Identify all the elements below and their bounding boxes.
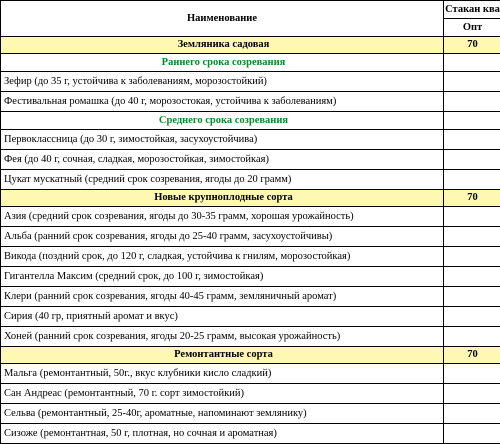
opt-price-cell — [444, 130, 500, 150]
category-title: Новые крупноплодные сорта — [1, 190, 444, 207]
table-row — [1, 404, 500, 424]
opt-price-cell — [444, 364, 500, 384]
variety-name: Первоклассница (до 30 г, зимостойкая, засухоустойчива) — [1, 130, 444, 150]
variety-name: Фестивальная ромашка (до 40 г, морозостокая, устойчива к заболеваниям) — [1, 92, 444, 112]
table-row — [1, 364, 500, 384]
opt-price-cell — [444, 384, 500, 404]
ripening-subtitle: Раннего срока созревания — [1, 54, 444, 72]
table-row — [1, 247, 500, 267]
category-title: Ремонтантные сорта — [1, 347, 444, 364]
category-row — [1, 37, 500, 54]
variety-name: Зефир (до 35 г, устойчива к заболеваниям, морозостойкий) — [1, 72, 444, 92]
subtitle-row — [1, 54, 500, 72]
column-header-group: Стакан ква — [444, 1, 500, 19]
subtitle-empty-cell — [444, 54, 500, 72]
category-row — [1, 347, 500, 364]
variety-name: Викода (поздний срок, до 120 г, сладкая, устойчива к гнилям, морозостойкая) — [1, 247, 444, 267]
opt-price-cell — [444, 404, 500, 424]
table-row — [1, 170, 500, 190]
subtitle-row — [1, 112, 500, 130]
opt-price-cell — [444, 207, 500, 227]
variety-name: Цукат мускатный (средний срок созревания, ягоды до 20 грамм) — [1, 170, 444, 190]
opt-price-cell — [444, 287, 500, 307]
category-title: Земляника садовая — [1, 37, 444, 54]
opt-price-cell — [444, 267, 500, 287]
table-row — [1, 424, 500, 444]
table-row — [1, 227, 500, 247]
category-price: 70 — [444, 347, 500, 364]
opt-price-cell — [444, 170, 500, 190]
variety-name: Азия (средний срок созревания, ягоды до 30-35 грамм, хорошая урожайность) — [1, 207, 444, 227]
table-row — [1, 287, 500, 307]
opt-price-cell — [444, 72, 500, 92]
column-header-name: Наименование — [1, 1, 444, 37]
column-header-opt: Опт — [444, 19, 500, 37]
variety-name: Сельва (ремонтантный, 25-40г, ароматные, напоминают землянику) — [1, 404, 444, 424]
category-price: 70 — [444, 190, 500, 207]
variety-name: Сизоже (ремонтантная, 50 г, плотная, но сочная и ароматная) — [1, 424, 444, 444]
table-row — [1, 207, 500, 227]
opt-price-cell — [444, 247, 500, 267]
opt-price-cell — [444, 327, 500, 347]
variety-name: Мальга (ремонтантный, 50г., вкус клубники кисло сладкий) — [1, 364, 444, 384]
table-row — [1, 92, 500, 112]
variety-name: Гигантелла Максим (средний срок, до 100 г, зимостойкая) — [1, 267, 444, 287]
opt-price-cell — [444, 227, 500, 247]
table-row — [1, 307, 500, 327]
table-row — [1, 130, 500, 150]
table-row — [1, 267, 500, 287]
subtitle-empty-cell — [444, 112, 500, 130]
opt-price-cell — [444, 307, 500, 327]
table-row — [1, 72, 500, 92]
ripening-subtitle: Среднего срока созревания — [1, 112, 444, 130]
opt-price-cell — [444, 150, 500, 170]
table-row — [1, 327, 500, 347]
category-row — [1, 190, 500, 207]
opt-price-cell — [444, 92, 500, 112]
table-row — [1, 384, 500, 404]
opt-price-cell — [444, 424, 500, 444]
table-row — [1, 150, 500, 170]
variety-name: Альба (ранний срок созревания, ягоды до 25-40 грамм, засухоустойчивы) — [1, 227, 444, 247]
variety-name: Сирия (40 гр, приятный аромат и вкус) — [1, 307, 444, 327]
variety-name: Хоней (ранний срок созревания, ягоды 20-25 грамм, высокая урожайность) — [1, 327, 444, 347]
variety-name: Сан Андреас (ремонтантный, 70 г. сорт зимостойкий) — [1, 384, 444, 404]
variety-name: Клери (ранний срок созревания, ягоды 40-45 грамм, земляничный аромат) — [1, 287, 444, 307]
category-price: 70 — [444, 37, 500, 54]
table-body — [1, 37, 500, 444]
variety-name: Фея (до 40 г, сочная, сладкая, морозостойкая, зимостойкая) — [1, 150, 444, 170]
